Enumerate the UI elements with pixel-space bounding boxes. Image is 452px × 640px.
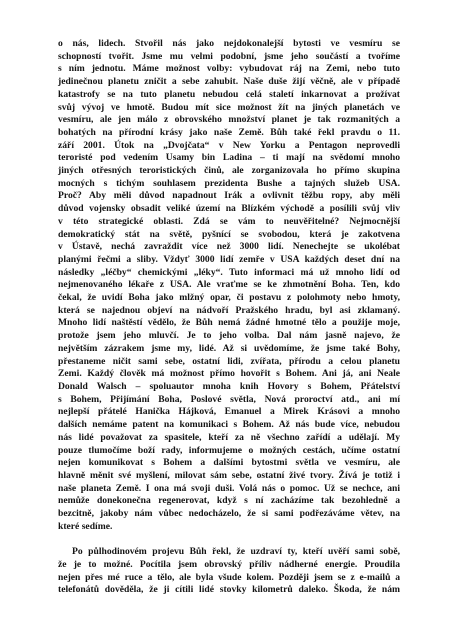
text-line: nejen přes mé ruce a tělo, ale byla všude kolem. Později jsem se z e-mailů a — [58, 571, 400, 583]
text-line: vesmíru, ale jen málo z obrovského množství planet je tak rozmanitých a — [58, 114, 400, 126]
text-line: planými řečmi a sliby. Vždyť 3000 lidí zemře v USA každých deset dní na — [58, 253, 400, 265]
paragraph-2 — [58, 546, 400, 597]
paragraph-spacer — [58, 533, 400, 546]
text-line: katastrofy se na tuto planetu nebudou celá staletí inkarnovat a prožívat — [58, 88, 400, 100]
text-line: svůj vývoj ve hmotě. Budou mít sice možnost žít na jiných planetách ve — [58, 101, 400, 113]
text-line: Donald Walsch – spoluautor mnoha knih Hovory s Bohem, Přátelství — [58, 380, 400, 392]
text-line: hlavně měnit své myšlení, milovat sám sebe, ostatní živé tvory. Žívá je totiž i — [58, 469, 400, 481]
text-line: nás lidé považovat za spasitele, kteří za ně všechno zařídí a udělají. My — [58, 431, 400, 443]
text-line: schopností tvořit. Jsme mu velmi podobní, jsme jeho součástí a tvoříme — [58, 50, 400, 62]
text-line: Po půlhodinovém projevu Bůh řekl, že uzdraví ty, kteří uvěří sami sobě, — [72, 546, 400, 558]
text-line: Zemi. Každý člověk má možnost přímo hovořit s Bohem. Ani já, ani Neale — [58, 368, 400, 380]
text-line: mocných s tichým souhlasem prezidenta Bushe a tajných služeb USA. — [58, 177, 400, 189]
text-line: přestaneme ničit sami sebe, ostatní lidi, zvířata, přírodu a celou planetu — [58, 355, 400, 367]
text-line: nejlepší přátelé Hanička Hájková, Emanuel a Mirek Krásovi a mnoho — [58, 406, 400, 418]
text-line: jiných otřesných teroristických činů, ale zorganizovala ho přímo skupina — [58, 165, 400, 177]
text-line: čekal, že uvidí Boha jako mlžný opar, či postavu z polohmoty nebo hmoty, — [58, 292, 400, 304]
text-line: Mnoho lidí naštěstí vědělo, že Bůh nemá žádné hmotné tělo a použije moje, — [58, 317, 400, 329]
text-line: bohatých na přírodní krásy jako naše Země. Bůh také řekl pravdu o 11. — [58, 126, 400, 138]
text-line: v Ústavě, nechá zavraždit více než 3000 lidí. Nenechejte se ukolébat — [58, 241, 400, 253]
text-line: s Bohem, Přijímání Boha, Poslové světla, Nová proroctví atd., ani mí — [58, 393, 400, 405]
text-line: jedinečnou planetu zničit a sebe zahubit. Naše duše žijí věčně, ale v případě — [58, 76, 400, 88]
document-page — [58, 38, 400, 597]
text-line: demokratický stát na světě, pyšnící se svobodou, která je zakotvena — [58, 228, 400, 240]
text-line: které sedíme. — [58, 520, 113, 532]
text-line: která se najednou objeví na nádvoří Pražského hradu, byl asi zklamaný. — [58, 304, 400, 316]
text-line: největším zázrakem jsme my, lidé. Až si uvědomíme, že jsme také Bohy, — [58, 342, 400, 354]
text-line: důvod vojensky obsadit veliké území na Blízkém východě a posílili svůj vliv — [58, 203, 400, 215]
text-line: nemůže donekonečna regenerovat, když s ní zacházíme tak bezohledně a — [58, 495, 400, 507]
text-line: bezcitně, jakoby nám vůbec nedocházelo, že si sami podřezáváme větev, na — [58, 508, 400, 520]
text-line: protože jsem jeho mluvčí. Je to jeho volba. Dal nám jasně najevo, že — [58, 330, 400, 342]
text-line: dalších nemáme patent na komunikaci s Bohem. Až nás bude více, nebudou — [58, 419, 400, 431]
text-line: Proč? Aby měli důvod napadnout Irák a ovlivnit těžbu ropy, aby měli — [58, 190, 400, 202]
text-line: následky „léčby“ chemickými „léky“. Tuto informaci má už mnoho lidí od — [58, 266, 400, 278]
text-line: nejen komunikovat s Bohem a dalšími bytostmi světla ve vesmíru, ale — [58, 457, 400, 469]
text-line: pouze tlumočíme boží rady, informujeme o možných cestách, učíme ostatní — [58, 444, 400, 456]
text-line: teroristé pod vedením Usamy bin Ladina – ti mají na svědomí mnoho — [58, 152, 400, 164]
text-line: že je to možné. Pocítila jsem obrovský příliv nádherné energie. Proudila — [58, 558, 400, 570]
text-line: září 2001. Útok na „Dvojčata“ v New Yorku a Pentagon neprovedli — [58, 139, 400, 151]
text-line: s ním jednotu. Máme možnost volby: vybudovat ráj na Zemi, nebo tuto — [58, 63, 400, 75]
paragraph-1 — [58, 38, 400, 533]
text-line: o nás, lidech. Stvořil nás jako nejdokonalejší bytosti ve vesmíru se — [58, 38, 400, 49]
text-line: naše planeta Země. I ona má svoji duši. Volá nás o pomoc. Už se nechce, ani — [58, 482, 400, 494]
text-line: telefonátů dověděla, že ji cítili lidé stovky kilometrů daleko. Škoda, že nám — [58, 584, 400, 596]
text-line: v této strategické oblasti. Zdá se vám to neuvěřitelné? Nejmocnější — [58, 215, 400, 227]
text-line: nejmenovaného lékaře z USA. Ale vraťme se ke zhmotnění Boha. Ten, kdo — [58, 279, 400, 291]
